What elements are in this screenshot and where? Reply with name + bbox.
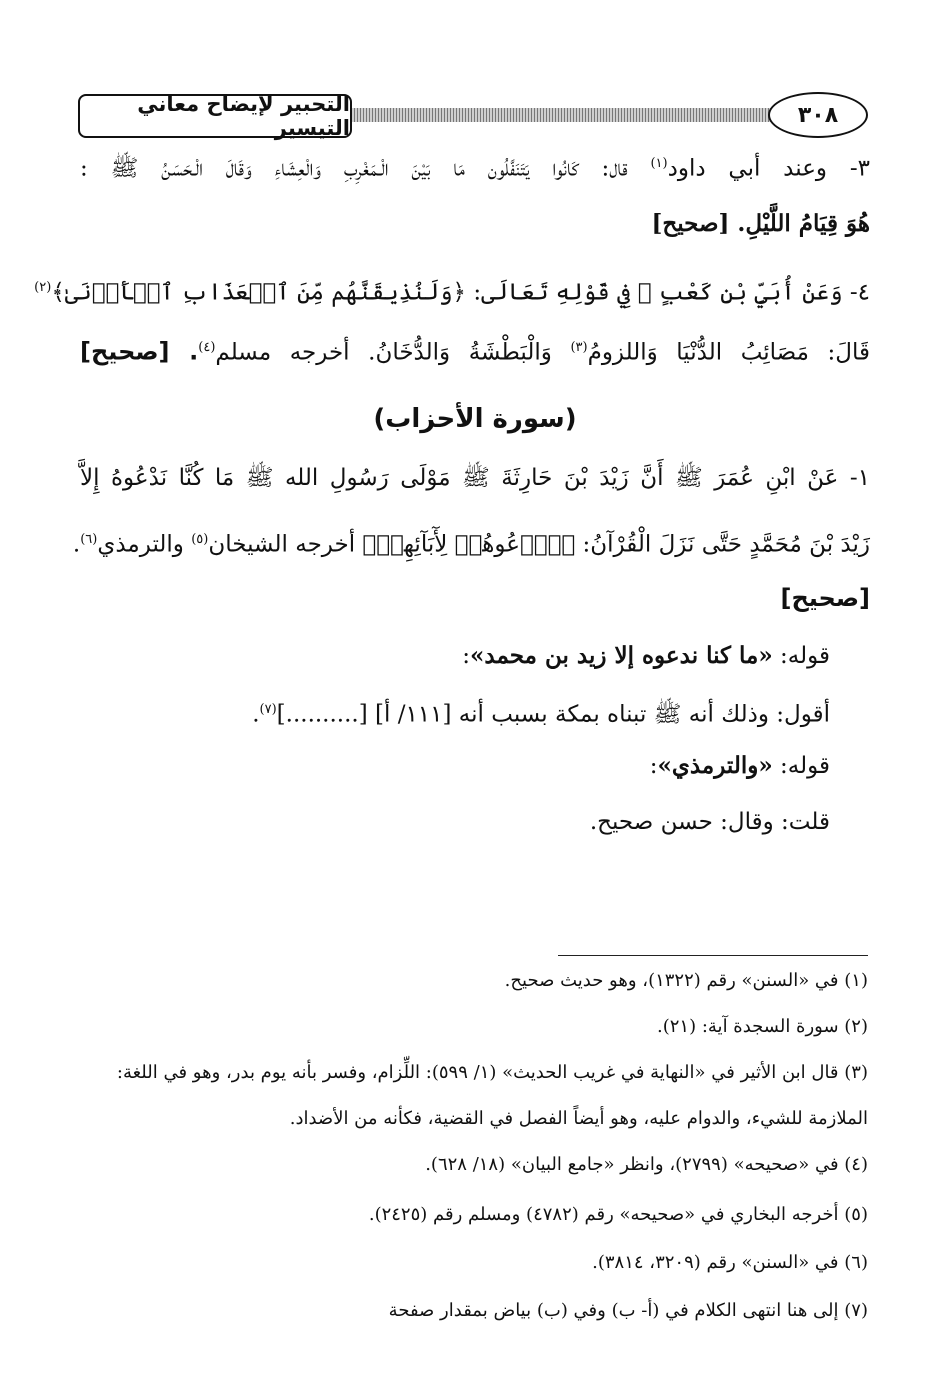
footnote-1: (١) في «السنن» رقم (١٣٢٢)، وهو حديث صحيح.	[504, 970, 868, 991]
page-header	[78, 86, 868, 142]
footnote-separator	[558, 955, 868, 956]
commentary-line: أقول: وذلك أنه ﷺ تبناه بمكة بسبب أنه [١١١/ أ] [..........]$^{(٧)}$.	[252, 701, 830, 728]
footnote-2: (٢) سورة السجدة آية: (٢١).	[657, 1016, 868, 1037]
footnote-ref-5: (٥)	[191, 532, 209, 547]
text-line-2: هُوَ قِيَامُ اللَّيْلِ. [صحيح]	[651, 210, 870, 237]
header-decorative-band	[348, 108, 818, 122]
grade-label: [صحيح]	[780, 584, 870, 612]
footnote-ref-3: (٣)	[570, 340, 588, 355]
text-line-4: قَالَ: مَصَائِبُ الدُّنْيَا وَاللزومُ$^{(٣)}$ وَالْبَطْشَةُ وَالدُّخَانُ. أخرجه مسلم$^{(٤)}$. [صحيح]	[80, 337, 870, 366]
text-line-3: ٤- وَعَنْ أُبَيِّ بْنِ كَعْبٍ ﷺ فِي قَوْلِهِ تَعَالَى: ﴿وَلَنُذِيقَنَّهُم مِّنَ ٱلۡعَذَابِ ٱلۡأَدۡنَىٰ﴾$^{(٢)}$	[34, 279, 870, 306]
footnote-ref-7: (٧)	[259, 702, 277, 717]
footnote-4: (٤) في «صحيحه» (٢٧٩٩)، وانظر «جامع البيان» (١٨/ ٦٢٨).	[425, 1154, 868, 1175]
surah-heading: (سورة الأحزاب)	[373, 404, 577, 434]
footnote-ref-2: (٢)	[34, 280, 52, 295]
footnote-5: (٥) أخرجه البخاري في «صحيحه» رقم (٤٧٨٢) ومسلم رقم (٢٤٢٥).	[368, 1204, 868, 1225]
footnote-6: (٦) في «السنن» رقم (٣٢٠٩، ٣٨١٤).	[592, 1252, 868, 1273]
footnote-7: (٧) إلى هنا انتهى الكلام في (أ- ب) وفي (ب) بياض بمقدار صفحة	[388, 1300, 868, 1321]
footnote-3: (٣) قال ابن الأثير في «النهاية في غريب الحديث» (١/ ٥٩٩): اللِّزام، وفسر بأنه يوم بدر، وهو في اللغة:	[116, 1062, 868, 1083]
commentary-quote-1: قوله: «ما كنا ندعوه إلا زيد بن محمد»:	[462, 642, 830, 669]
footnote-3-continued: الملازمة للشيء، والدوام عليه، وهو أيضاً الفصل في القضية، فكأنه من الأضداد.	[289, 1108, 868, 1129]
text-line-5: ١- عَنْ ابْنِ عُمَرَ ﷺ أَنَّ زَيْدَ بْنَ حَارِثَةَ ﷺ مَوْلَى رَسُولِ الله ﷺ مَا كُنَّا نَدْعُوهُ إِلاَّ	[80, 465, 870, 491]
commentary-quote-2: قوله: «والترمذي»:	[649, 752, 830, 779]
text-line-6: زَيْدَ بْنَ مُحَمَّدٍ حَتَّى نَزَلَ الْقُرْآنُ: ﴿ٱدۡعُوهُمۡ لِأٓبَآئِهِمۡ﴾ أخرجه الشيخان$^{(٥)}$ والترمذي$^{(٦)}$.	[72, 531, 870, 558]
footnote-ref-6: (٦)	[80, 532, 98, 547]
book-title: التحبير لإيضاح معاني التيسير	[78, 94, 352, 138]
commentary-conclusion: قلت: وقال: حسن صحيح.	[589, 809, 830, 835]
page-number: ٣٠٨	[768, 92, 868, 138]
footnote-ref-4: (٤)	[198, 340, 216, 355]
footnote-ref-1: (١)	[650, 156, 668, 171]
text-line-1: ٣- وعند أبي داود$^{(١)}$ قال: كَانُوا يَتَنَفَّلُون مَا بَيْنَ الْـمَغْرِبِ وَالْعِشَاءِ وَقَالَ الْـحَسَنُ ﷺ :	[80, 155, 870, 182]
